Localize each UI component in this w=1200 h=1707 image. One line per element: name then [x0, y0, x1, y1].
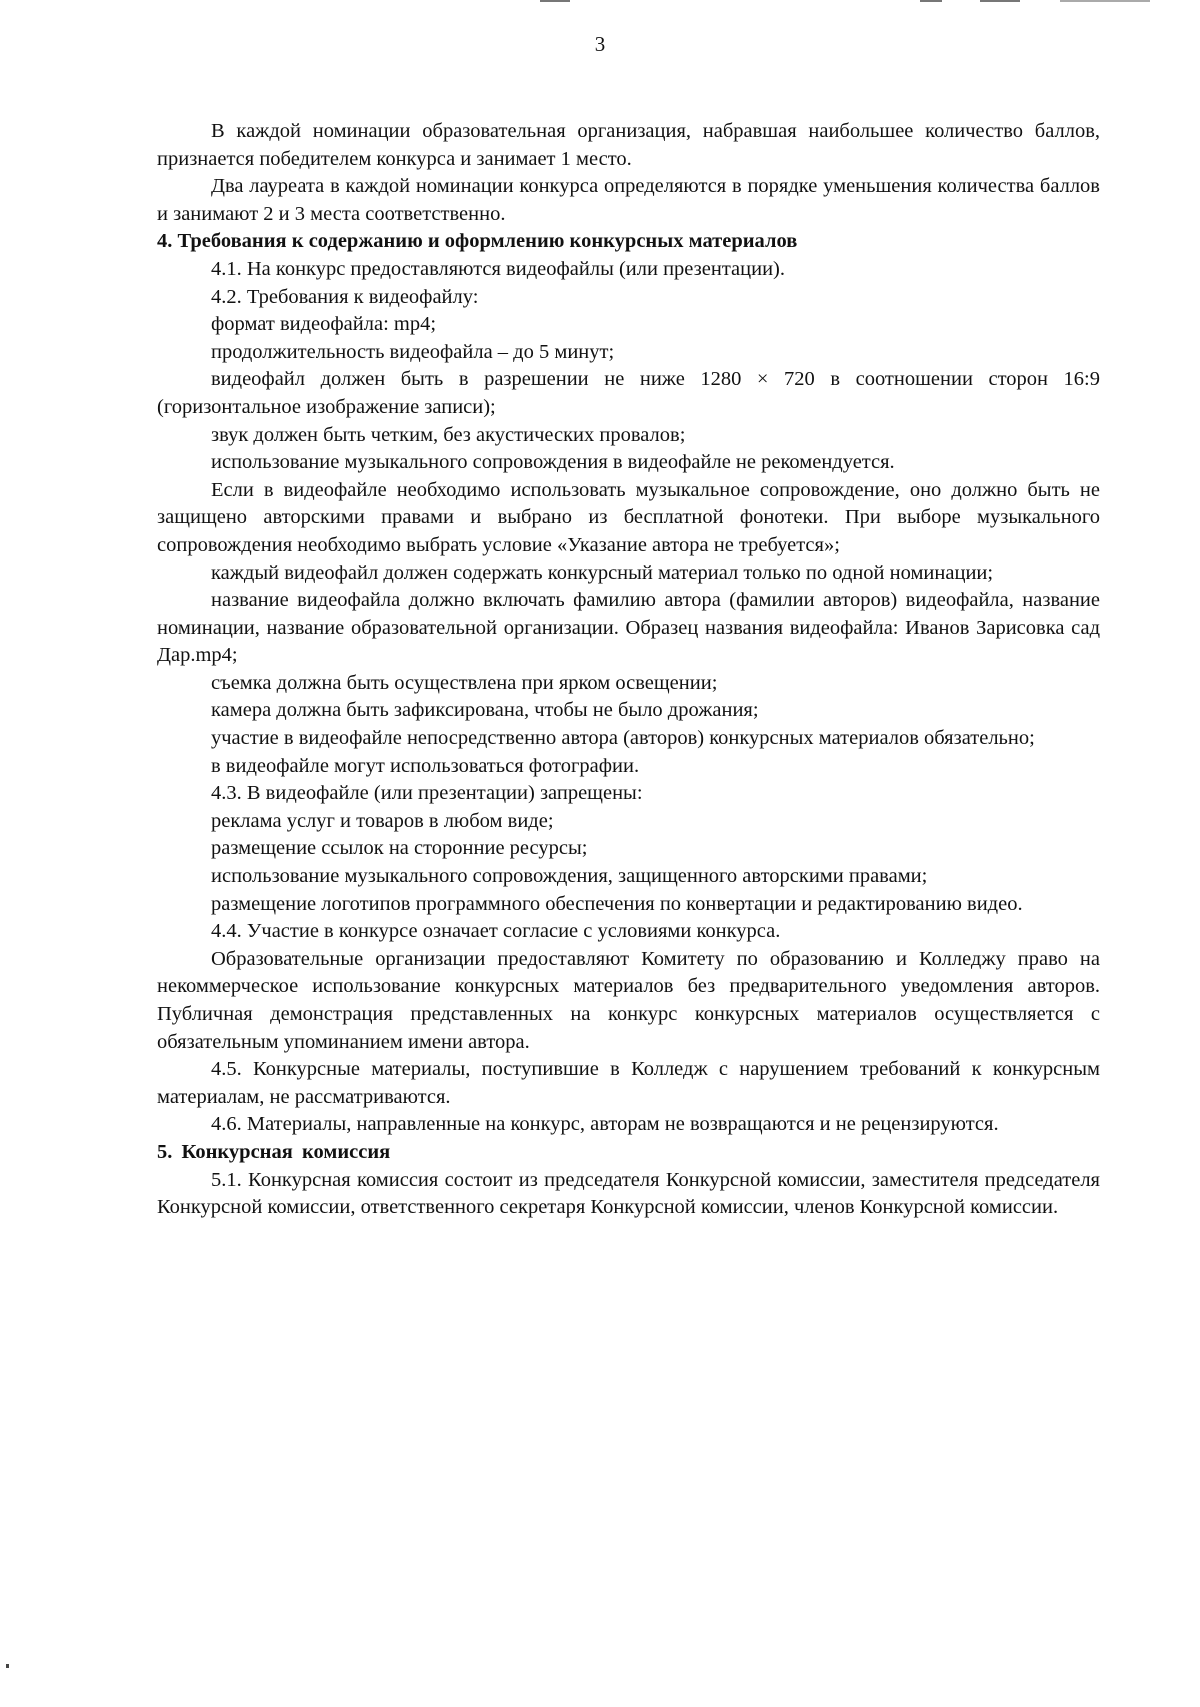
paragraph: Если в видеофайле необходимо использовать музыкальное сопровождение, оно должно быть не защищено авторскими правами и выбрано из бесплатной фонотеки. При выборе музыкального сопровождения необходимо выбрать условие «Указание автора не требуется»;	[157, 478, 1100, 556]
paragraph: съемка должна быть осуществлена при ярком освещении;	[211, 671, 718, 694]
section-4-heading: 4. Требования к содержанию и оформлению конкурсных материалов	[157, 230, 798, 253]
paragraph: 4.2. Требования к видеофайлу:	[211, 285, 479, 308]
paragraph: 4.1. На конкурс предоставляются видеофайлы (или презентации).	[211, 257, 785, 280]
document-body	[157, 118, 1100, 1222]
paragraph: использование музыкального сопровождения, защищенного авторскими правами;	[211, 865, 928, 888]
paragraph: формат видеофайла: mp4;	[211, 313, 437, 336]
paragraph: название видеофайла должно включать фамилию автора (фамилии авторов) видеофайла, название номинации, название образовательной организации. Образец названия видеофайла: Иванов Зарисовка сад Дар.mp4;	[157, 589, 1100, 667]
paragraph: участие в видеофайле непосредственно автора (авторов) конкурсных материалов обязательно;	[211, 727, 1035, 750]
paragraph: использование музыкального сопровождения в видеофайле не рекомендуется.	[211, 451, 895, 474]
paragraph: в видеофайле могут использоваться фотографии.	[211, 754, 640, 777]
scan-artifact	[6, 1664, 9, 1668]
paragraph: реклама услуг и товаров в любом виде;	[211, 809, 554, 832]
paragraph: 4.4. Участие в конкурсе означает согласие с условиями конкурса.	[211, 920, 781, 943]
paragraph: 4.5. Конкурсные материалы, поступившие в Колледж с нарушением требований к конкурсным материалам, не рассматриваются.	[157, 1058, 1100, 1108]
paragraph: видеофайл должен быть в разрешении не ниже 1280 × 720 в соотношении сторон 16:9 (горизонтальное изображение записи);	[157, 368, 1100, 418]
paragraph: звук должен быть четким, без акустических провалов;	[211, 423, 686, 446]
section-5-heading: 5. Конкурсная комиссия	[157, 1140, 391, 1163]
paragraph: 5.1. Конкурсная комиссия состоит из председателя Конкурсной комиссии, заместителя председателя Конкурсной комиссии, ответственного секретаря Конкурсной комиссии, членов Конкурсной комиссии.	[157, 1168, 1100, 1219]
paragraph: Образовательные организации предоставляют Комитету по образованию и Колледжу право на некоммерческое использование конкурсных материалов без предварительного уведомления авторов. Публичная демонстрация представленных на конкурс конкурсных материалов осуществляется с обязательным упоминанием имени автора.	[157, 947, 1100, 1053]
paragraph: 4.3. В видеофайле (или презентации) запрещены:	[211, 782, 643, 805]
scan-edge-marks	[500, 0, 1200, 6]
paragraph: продолжительность видеофайла – до 5 минут;	[211, 340, 615, 363]
paragraph: размещение логотипов программного обеспечения по конвертации и редактированию видео.	[211, 892, 1023, 915]
paragraph: В каждой номинации образовательная организация, набравшая наибольшее количество баллов, признается победителем конкурса и занимает 1 место.	[157, 120, 1100, 170]
paragraph: камера должна быть зафиксирована, чтобы не было дрожания;	[211, 699, 759, 722]
page-number: 3	[594, 32, 606, 56]
paragraph: каждый видеофайл должен содержать конкурсный материал только по одной номинации;	[211, 561, 994, 584]
paragraph: 4.6. Материалы, направленные на конкурс, авторам не возвращаются и не рецензируются.	[211, 1113, 999, 1136]
paragraph: размещение ссылок на сторонние ресурсы;	[211, 837, 588, 860]
paragraph: Два лауреата в каждой номинации конкурса определяются в порядке уменьшения количества баллов и занимают 2 и 3 места соответственно.	[157, 175, 1100, 225]
